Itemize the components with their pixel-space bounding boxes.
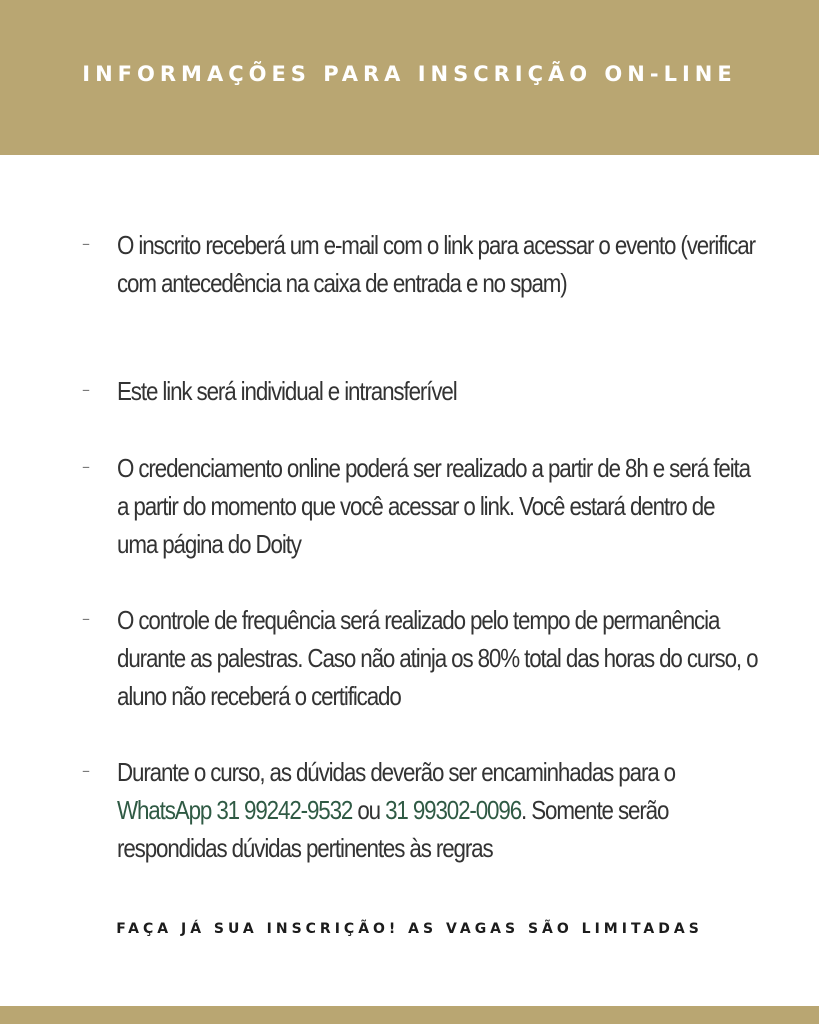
bullet-dash: –	[82, 609, 90, 628]
list-item-text	[117, 753, 758, 867]
bullet-dash: –	[82, 234, 90, 253]
phone-number-2[interactable]: 31 99302-0096	[385, 795, 522, 825]
bullet-dash: –	[82, 457, 90, 476]
contact-closing-text: . Somente serão respondidas dúvidas pertinentes às regras	[117, 795, 669, 863]
phone-number-1[interactable]: 31 99242-9532	[216, 795, 353, 825]
contact-intro-text: Durante o curso, as dúvidas deverão ser encaminhadas para o	[117, 757, 676, 787]
list-item-text: O credenciamento online poderá ser realizado a partir de 8h e será feita a partir do momento que você acessar o link. Você estará dentro de uma página do Doity	[117, 453, 750, 559]
connector-text: ou	[357, 795, 380, 825]
list-item-text: O controle de frequência será realizado pelo tempo de permanência durante as palestras. Caso não atinja os 80% total das horas do curso, o aluno não receberá o certificado	[117, 605, 758, 711]
bottom-bar	[0, 1006, 819, 1024]
bullet-dash: –	[82, 761, 90, 780]
call-to-action: FAÇA JÁ SUA INSCRIÇÃO! AS VAGAS SÃO LIMITADAS	[116, 921, 703, 937]
list-item-text: Este link será individual e intransferível	[117, 376, 457, 406]
page-title: INFORMAÇÕES PARA INSCRIÇÃO ON-LINE	[82, 61, 737, 86]
list-item-text: O inscrito receberá um e-mail com o link para acessar o evento (verificar com antecedência na caixa de entrada e no spam)	[117, 230, 755, 298]
header-banner	[0, 0, 819, 155]
bullet-dash: –	[82, 380, 90, 399]
whatsapp-label[interactable]: WhatsApp	[117, 795, 212, 825]
